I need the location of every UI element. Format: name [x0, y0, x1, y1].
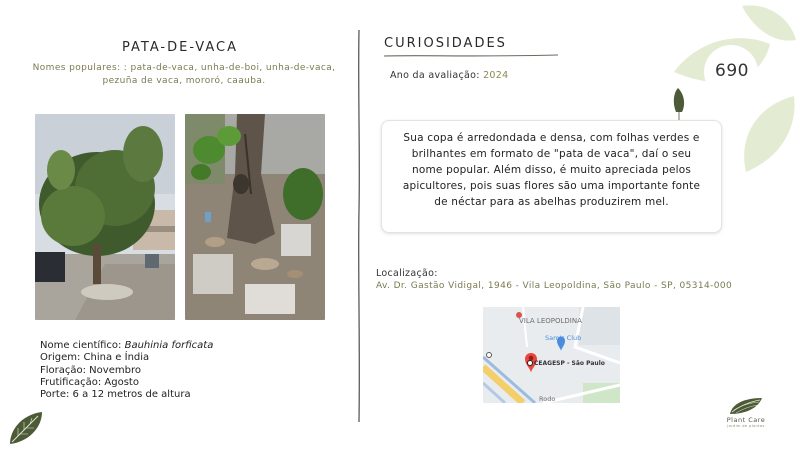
popular-names: Nomes populares: : pata-de-vaca, unha-de-boi, unha-de-vaca, pezuña de vaca, mororó, caauba.	[32, 63, 336, 86]
curiosity-box	[381, 120, 722, 233]
fruiting: Frutificação: Agosto	[40, 376, 139, 388]
brand-tagline: jardim de plantas	[727, 424, 765, 428]
evaluation-year-value: 2024	[483, 70, 509, 81]
brand-logo	[716, 394, 776, 429]
trunk-photo	[185, 114, 325, 320]
evaluation-year: Ano da avaliação: 2024	[390, 70, 509, 81]
brand-name: Plant Care	[726, 416, 766, 424]
plant-name: PATA-DE-VACA	[122, 40, 238, 55]
plant-details	[40, 340, 213, 401]
section-title: CURIOSIDADES	[384, 36, 507, 51]
scientific-name-value: Bauhinia forficata	[124, 340, 214, 351]
location-address: Av. Dr. Gastão Vidigal, 1946 - Vila Leopoldina, São Paulo - SP, 05314-000	[376, 281, 733, 291]
title-underline	[384, 53, 560, 59]
location-map[interactable]	[483, 307, 620, 403]
map-road-label: Rodo	[539, 395, 556, 403]
curiosity-text: Sua copa é arredondada e densa, com folhas verdes e brilhantes em formato de "pata de vaca", daí o seu nome popular. Além disso, é muito apreciada pelos apicultores, pois suas flores são uma importante fonte de néctar para as abelhas produzirem mel.	[402, 132, 701, 208]
size: Porte: 6 a 12 metros de altura	[40, 389, 191, 401]
leaf-icon	[6, 408, 46, 448]
map-pin-label: CEAGESP - São Paulo	[534, 360, 605, 367]
origin: Origem: China e Índia	[40, 352, 150, 364]
flowering: Floração: Novembro	[40, 364, 141, 376]
plant-care-logo	[726, 394, 766, 416]
vertical-divider	[356, 30, 362, 422]
map-district-label: VILA LEOPOLDINA	[519, 317, 582, 325]
location-label: Localização:	[376, 268, 438, 279]
evaluation-count: 690	[715, 61, 749, 81]
tree-photo	[35, 114, 175, 320]
scientific-name: Nome científico: Bauhinia forficata	[40, 340, 214, 351]
map-store-label: Sam's Club	[545, 334, 582, 342]
